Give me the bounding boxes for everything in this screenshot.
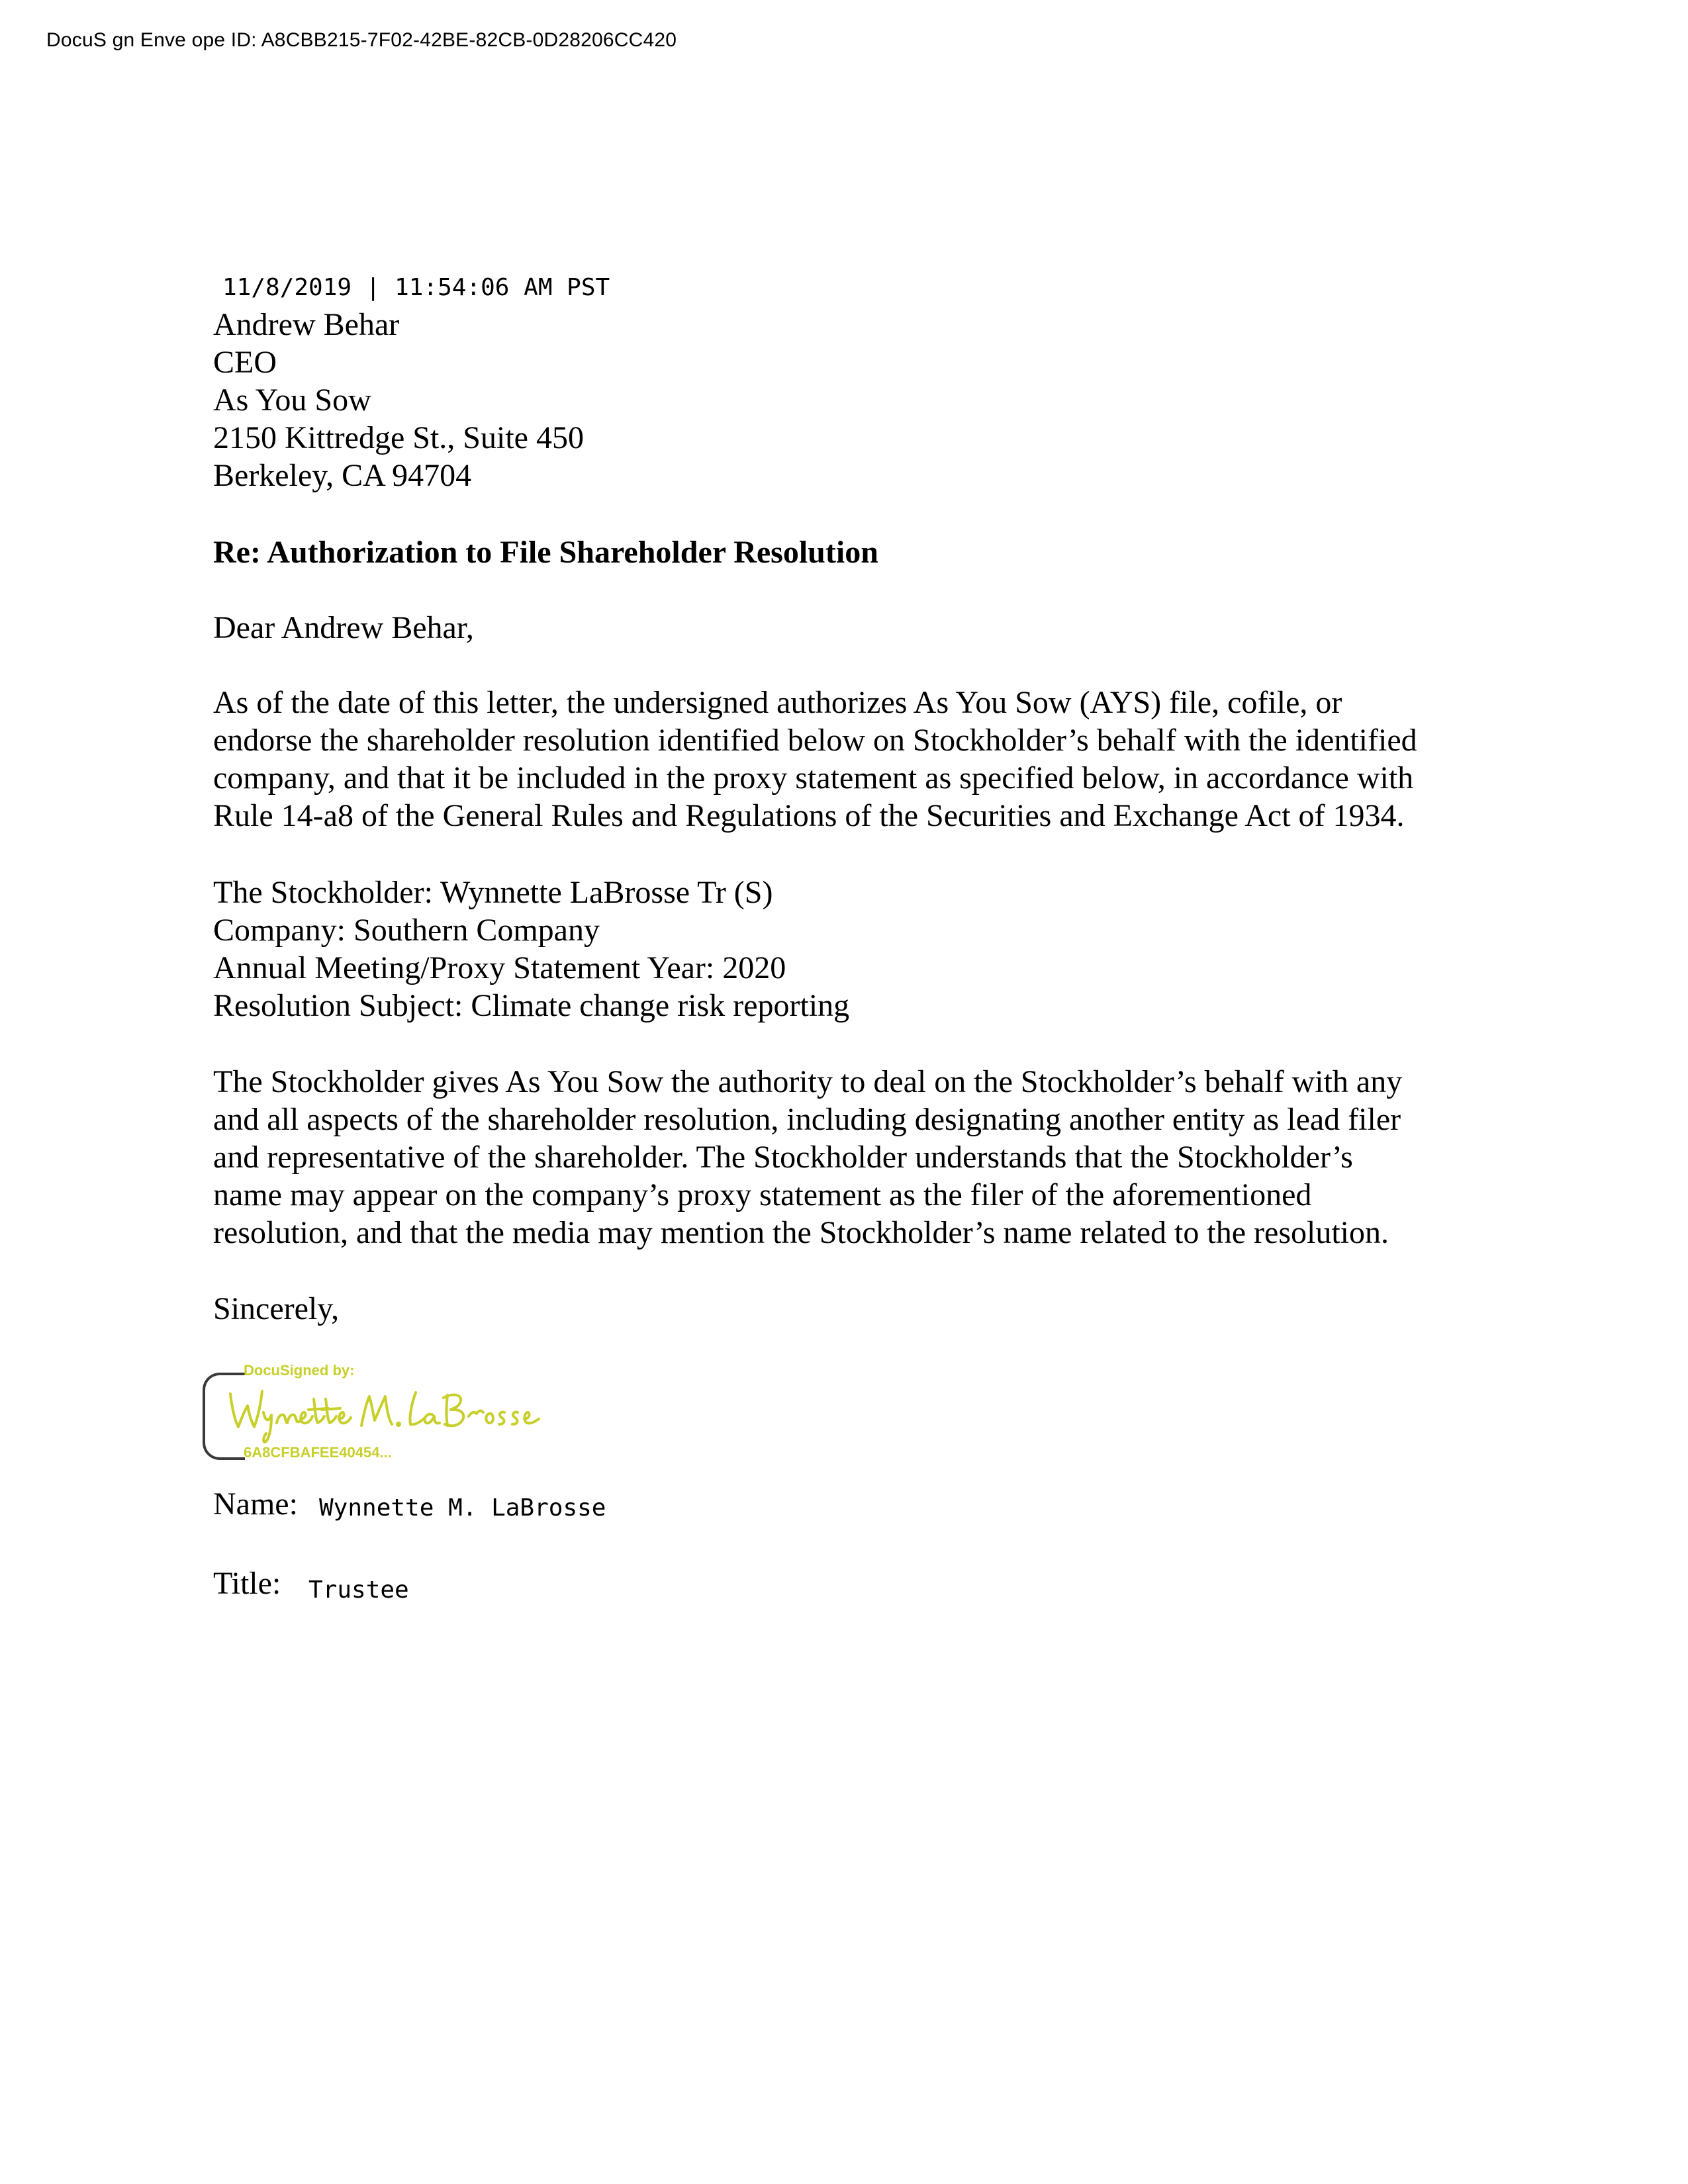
closing: Sincerely, [213,1291,340,1326]
handwritten-signature [222,1379,567,1445]
paragraph-line: resolution, and that the media may mention the Stockholder’s name related to the resolution. [213,1215,1389,1250]
paragraph-line: and representative of the shareholder. The Stockholder understands that the Stockholder’s [213,1140,1353,1175]
meeting-year-line: Annual Meeting/Proxy Statement Year: 2020 [213,950,786,985]
recipient-name: Andrew Behar [213,307,400,342]
resolution-details [213,874,849,1024]
authority-paragraph [213,1063,1402,1251]
recipient-organization: As You Sow [213,383,371,418]
company-line: Company: Southern Company [213,913,600,948]
recipient-title: CEO [213,345,277,380]
paragraph-line: The Stockholder gives As You Sow the authority to deal on the Stockholder’s behalf with any [213,1064,1403,1099]
stockholder-line: The Stockholder: Wynnette LaBrosse Tr (S) [213,875,773,910]
name-value: Wynnette M. LaBrosse [319,1494,606,1522]
signing-timestamp: 11/8/2019 | 11:54:06 AM PST [222,274,610,301]
title-label: Title: [213,1566,281,1601]
paragraph-line: As of the date of this letter, the undersigned authorizes As You Sow (AYS) file, cofile, or [213,685,1342,720]
signature-hash: 6A8CFBAFEE40454... [244,1444,392,1461]
letter-subject: Re: Authorization to File Shareholder Resolution [213,535,878,570]
paragraph-line: company, and that it be included in the proxy statement as specified below, in accordance with [213,760,1414,796]
paragraph-line: name may appear on the company’s proxy statement as the filer of the aforementioned [213,1177,1312,1212]
paragraph-line: Rule 14-a8 of the General Rules and Regulations of the Securities and Exchange Act of 1934. [213,798,1405,833]
name-label: Name: [213,1486,298,1522]
docusign-signature-block [199,1357,569,1469]
docusign-envelope-id: DocuS gn Enve ope ID: A8CBB215-7F02-42BE-82CB-0D28206CC420 [46,29,677,51]
recipient-address [213,306,584,494]
docusigned-by-label: DocuSigned by: [244,1362,355,1379]
resolution-subject-line: Resolution Subject: Climate change risk reporting [213,988,850,1023]
paragraph-line: endorse the shareholder resolution identified below on Stockholder’s behalf with the identified [213,723,1417,758]
authorization-paragraph [213,684,1417,835]
recipient-street: 2150 Kittredge St., Suite 450 [213,420,584,455]
salutation: Dear Andrew Behar, [213,610,474,645]
paragraph-line: and all aspects of the shareholder resolution, including designating another entity as lead filer [213,1102,1401,1137]
recipient-city: Berkeley, CA 94704 [213,458,472,493]
title-value: Trustee [308,1576,409,1604]
